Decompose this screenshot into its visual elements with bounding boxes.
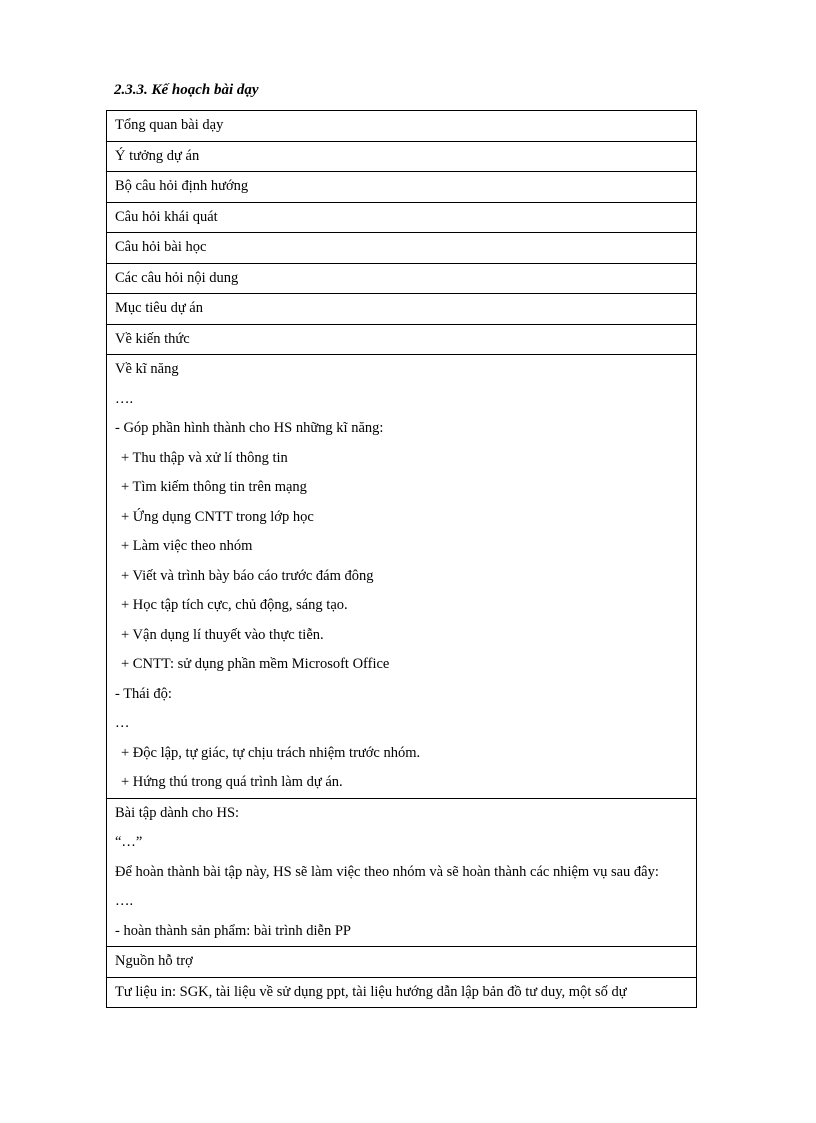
skill-item: + CNTT: sử dụng phần mềm Microsoft Office <box>121 656 390 672</box>
exercise-paragraph: Để hoàn thành bài tập này, HS sẽ làm việc theo nhóm và sẽ hoàn thành các nhiệm vụ sau đây: <box>115 863 659 880</box>
attitude-item: + Độc lập, tự giác, tự chịu trách nhiệm trước nhóm. <box>121 744 421 761</box>
skill-item: + Viết và trình bày báo cáo trước đám đông <box>121 567 374 584</box>
table-row <box>107 977 697 1008</box>
table-row <box>107 355 697 799</box>
attitude-item: + Hứng thú trong quá trình làm dự án. <box>121 774 343 790</box>
table-row <box>107 111 697 142</box>
skill-item: + Ứng dụng CNTT trong lớp học <box>121 508 314 525</box>
row-question-set: Bộ câu hỏi định hướng <box>107 172 697 203</box>
table-row <box>107 263 697 294</box>
row-project-goal: Mục tiêu dự án <box>107 294 697 325</box>
row-lesson-question: Câu hỏi bài học <box>107 233 697 264</box>
row-print-resources <box>107 977 697 1008</box>
row-general-question: Câu hỏi khái quát <box>107 202 697 233</box>
skill-item: + Thu thập và xử lí thông tin <box>121 449 288 466</box>
skill-item: + Học tập tích cực, chủ động, sáng tạo. <box>121 597 348 613</box>
exercise-product: - hoàn thành sản phẩm: bài trình diễn PP <box>115 922 351 939</box>
table-row <box>107 233 697 264</box>
skill-item: + Làm việc theo nhóm <box>121 538 253 554</box>
attitude-title: - Thái độ: <box>115 685 172 702</box>
section-heading: 2.3.3. Kế hoạch bài dạy <box>114 82 259 98</box>
attitude-ellipsis: … <box>115 715 130 731</box>
row-exercise <box>107 798 697 947</box>
table-row <box>107 141 697 172</box>
table-row <box>107 947 697 978</box>
table-row <box>107 172 697 203</box>
row-project-idea: Ý tưởng dự án <box>107 141 697 172</box>
exercise-quote: “…” <box>115 834 143 850</box>
row-skills <box>107 355 697 799</box>
skills-ellipsis: …. <box>115 390 134 407</box>
table-row <box>107 202 697 233</box>
skills-title: Về kĩ năng <box>115 361 179 377</box>
table-row <box>107 798 697 947</box>
row-resources: Nguồn hỗ trợ <box>107 947 697 978</box>
skill-item: + Vận dụng lí thuyết vào thực tiễn. <box>121 626 324 643</box>
exercise-title: Bài tập dành cho HS: <box>115 804 240 821</box>
row-knowledge: Về kiến thức <box>107 324 697 355</box>
row-content-questions: Các câu hỏi nội dung <box>107 263 697 294</box>
exercise-ellipsis: …. <box>115 893 134 909</box>
lesson-plan-table <box>106 110 697 1008</box>
print-resources-text: Tư liệu in: SGK, tài liệu về sử dụng ppt, tài liệu hướng dẫn lập bản đồ tư duy, một số dự <box>115 983 627 1000</box>
table-row <box>107 294 697 325</box>
skills-intro: - Góp phần hình thành cho HS những kĩ năng: <box>115 420 384 436</box>
row-overview: Tổng quan bài dạy <box>107 111 697 142</box>
skill-item: + Tìm kiếm thông tin trên mạng <box>121 479 307 495</box>
table-row <box>107 324 697 355</box>
